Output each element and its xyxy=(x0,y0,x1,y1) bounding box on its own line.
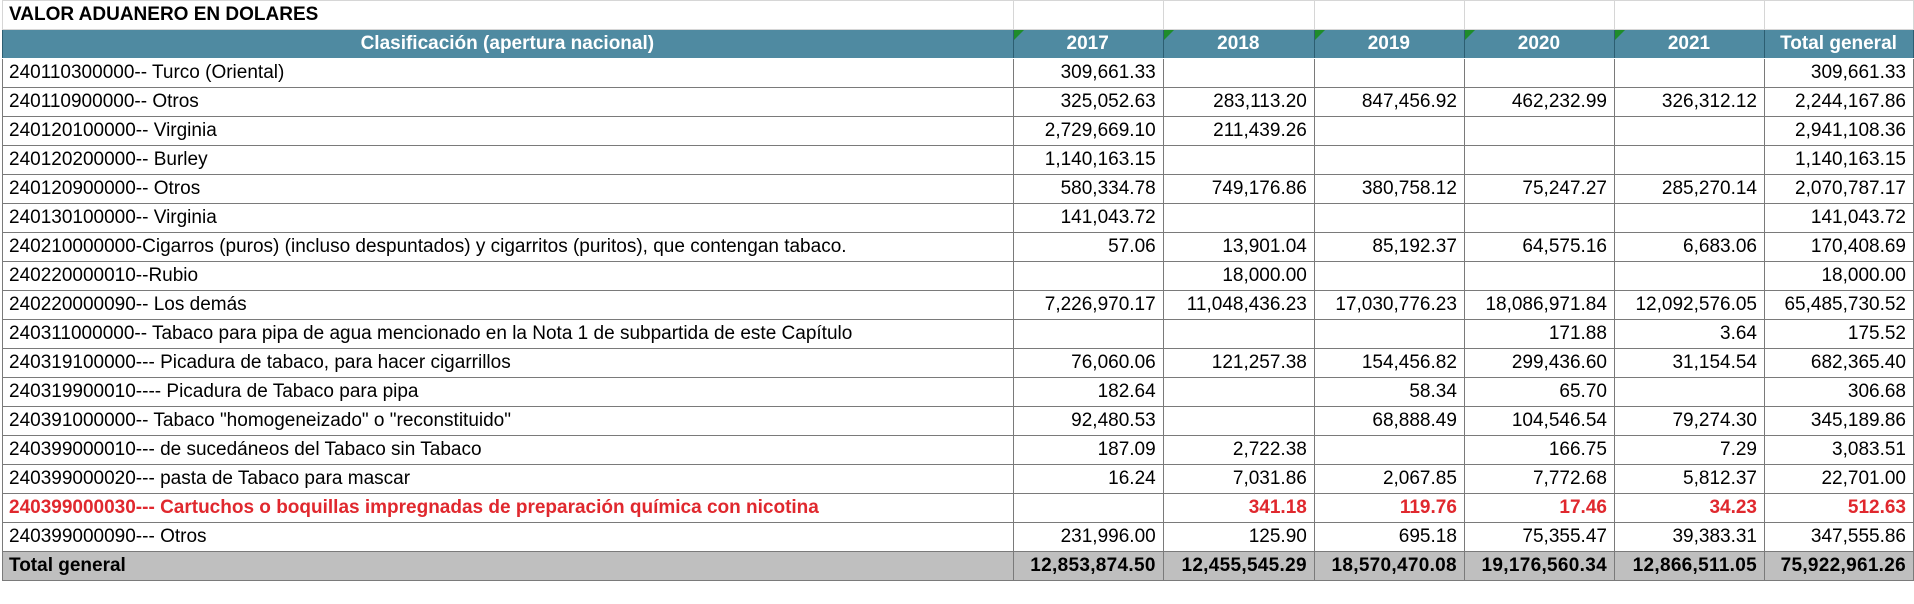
value-cell-2019[interactable] xyxy=(1314,59,1464,88)
value-cell-2018[interactable]: 11,048,436.23 xyxy=(1163,291,1314,320)
value-cell-2017[interactable] xyxy=(1013,262,1163,291)
row-label-cell[interactable]: 240399000090--- Otros xyxy=(3,523,1014,552)
value-cell-2020[interactable]: 166.75 xyxy=(1464,436,1614,465)
value-cell-2018[interactable] xyxy=(1163,204,1314,233)
header-year-2017[interactable]: 2017 xyxy=(1013,30,1163,59)
title-row xyxy=(3,1,1914,30)
table-row xyxy=(3,204,1914,233)
value-cell-2017[interactable]: 187.09 xyxy=(1013,436,1163,465)
value-cell-2017[interactable]: 231,996.00 xyxy=(1013,523,1163,552)
value-cell-2018[interactable] xyxy=(1163,407,1314,436)
row-total-cell[interactable]: 175.52 xyxy=(1765,320,1914,349)
grand-total-cell-2019[interactable]: 18,570,470.08 xyxy=(1314,552,1464,581)
blank-cell[interactable] xyxy=(1765,1,1914,30)
grand-total-cell-2021[interactable]: 12,866,511.05 xyxy=(1614,552,1764,581)
value-cell-2019[interactable]: 847,456.92 xyxy=(1314,88,1464,117)
value-cell-2018[interactable] xyxy=(1163,320,1314,349)
row-total-cell[interactable]: 65,485,730.52 xyxy=(1765,291,1914,320)
value-cell-2017[interactable]: 1,140,163.15 xyxy=(1013,146,1163,175)
blank-cell[interactable] xyxy=(1614,1,1764,30)
row-label-cell[interactable]: 240120100000-- Virginia xyxy=(3,117,1014,146)
value-cell-2018[interactable]: 341.18 xyxy=(1163,494,1314,523)
table-row xyxy=(3,465,1914,494)
row-label-cell[interactable]: 240120900000-- Otros xyxy=(3,175,1014,204)
value-cell-2019[interactable]: 154,456.82 xyxy=(1314,349,1464,378)
value-cell-2020[interactable] xyxy=(1464,59,1614,88)
value-cell-2021[interactable]: 39,383.31 xyxy=(1614,523,1764,552)
row-label-cell[interactable]: 240220000010--Rubio xyxy=(3,262,1014,291)
value-cell-2019[interactable]: 58.34 xyxy=(1314,378,1464,407)
value-cell-2021[interactable] xyxy=(1614,59,1764,88)
table-row xyxy=(3,59,1914,88)
value-cell-2017[interactable]: 141,043.72 xyxy=(1013,204,1163,233)
row-label-cell[interactable]: 240130100000-- Virginia xyxy=(3,204,1014,233)
header-year-2019[interactable]: 2019 xyxy=(1314,30,1464,59)
row-total-cell[interactable]: 347,555.86 xyxy=(1765,523,1914,552)
value-cell-2021[interactable] xyxy=(1614,262,1764,291)
value-cell-2019[interactable]: 2,067.85 xyxy=(1314,465,1464,494)
sheet-title[interactable]: VALOR ADUANERO EN DOLARES xyxy=(3,1,1014,30)
row-label-cell[interactable]: 240120200000-- Burley xyxy=(3,146,1014,175)
grand-total-cell-2018[interactable]: 12,455,545.29 xyxy=(1163,552,1314,581)
value-cell-2018[interactable]: 7,031.86 xyxy=(1163,465,1314,494)
table-row xyxy=(3,117,1914,146)
value-cell-2018[interactable]: 749,176.86 xyxy=(1163,175,1314,204)
header-year-2021[interactable]: 2021 xyxy=(1614,30,1764,59)
value-cell-2021[interactable]: 7.29 xyxy=(1614,436,1764,465)
table-row xyxy=(3,523,1914,552)
value-cell-2018[interactable] xyxy=(1163,378,1314,407)
value-cell-2020[interactable] xyxy=(1464,204,1614,233)
value-cell-2020[interactable] xyxy=(1464,262,1614,291)
grand-total-cell-2017[interactable]: 12,853,874.50 xyxy=(1013,552,1163,581)
value-cell-2021[interactable]: 6,683.06 xyxy=(1614,233,1764,262)
value-cell-2021[interactable]: 285,270.14 xyxy=(1614,175,1764,204)
row-total-cell[interactable]: 141,043.72 xyxy=(1765,204,1914,233)
value-cell-2021[interactable]: 12,092,576.05 xyxy=(1614,291,1764,320)
blank-cell[interactable] xyxy=(1163,1,1314,30)
value-cell-2021[interactable] xyxy=(1614,146,1764,175)
table-row xyxy=(3,88,1914,117)
grand-total-overall[interactable]: 75,922,961.26 xyxy=(1765,552,1914,581)
row-label-cell[interactable]: 240311000000-- Tabaco para pipa de agua mencionado en la Nota 1 de subpartida de este Capítulo xyxy=(3,320,1014,349)
table-row xyxy=(3,291,1914,320)
header-classification[interactable]: Clasificación (apertura nacional) xyxy=(3,30,1014,59)
value-cell-2019[interactable]: 17,030,776.23 xyxy=(1314,291,1464,320)
row-label-cell[interactable]: 240399000020--- pasta de Tabaco para mascar xyxy=(3,465,1014,494)
value-cell-2021[interactable] xyxy=(1614,204,1764,233)
value-cell-2019[interactable] xyxy=(1314,320,1464,349)
table-row xyxy=(3,233,1914,262)
row-label-cell[interactable]: 240220000090-- Los demás xyxy=(3,291,1014,320)
row-total-cell[interactable]: 18,000.00 xyxy=(1765,262,1914,291)
value-cell-2017[interactable]: 92,480.53 xyxy=(1013,407,1163,436)
row-label-cell[interactable]: 240391000000-- Tabaco "homogeneizado" o "reconstituido" xyxy=(3,407,1014,436)
value-cell-2021[interactable] xyxy=(1614,117,1764,146)
header-year-2020[interactable]: 2020 xyxy=(1464,30,1614,59)
value-cell-2020[interactable]: 65.70 xyxy=(1464,378,1614,407)
grand-total-row xyxy=(3,552,1914,581)
value-cell-2018[interactable]: 211,439.26 xyxy=(1163,117,1314,146)
value-cell-2021[interactable]: 79,274.30 xyxy=(1614,407,1764,436)
table-row xyxy=(3,436,1914,465)
table-row xyxy=(3,407,1914,436)
value-cell-2021[interactable]: 5,812.37 xyxy=(1614,465,1764,494)
value-cell-2018[interactable]: 121,257.38 xyxy=(1163,349,1314,378)
value-cell-2021[interactable]: 3.64 xyxy=(1614,320,1764,349)
blank-cell[interactable] xyxy=(1013,1,1163,30)
value-cell-2021[interactable]: 31,154.54 xyxy=(1614,349,1764,378)
table-row xyxy=(3,349,1914,378)
row-label-cell[interactable]: 240319900010---- Picadura de Tabaco para pipa xyxy=(3,378,1014,407)
row-total-cell[interactable]: 306.68 xyxy=(1765,378,1914,407)
grand-total-cell-2020[interactable]: 19,176,560.34 xyxy=(1464,552,1614,581)
value-cell-2020[interactable]: 7,772.68 xyxy=(1464,465,1614,494)
value-cell-2019[interactable] xyxy=(1314,436,1464,465)
value-cell-2020[interactable]: 299,436.60 xyxy=(1464,349,1614,378)
value-cell-2017[interactable]: 16.24 xyxy=(1013,465,1163,494)
value-cell-2019[interactable]: 85,192.37 xyxy=(1314,233,1464,262)
value-cell-2018[interactable]: 125.90 xyxy=(1163,523,1314,552)
blank-cell[interactable] xyxy=(1464,1,1614,30)
value-cell-2019[interactable] xyxy=(1314,262,1464,291)
value-cell-2017[interactable]: 182.64 xyxy=(1013,378,1163,407)
table-row-highlighted xyxy=(3,494,1914,523)
value-cell-2018[interactable]: 2,722.38 xyxy=(1163,436,1314,465)
row-label-cell[interactable]: 240399000030--- Cartuchos o boquillas impregnadas de preparación química con nicotina xyxy=(3,494,1014,523)
customs-value-table xyxy=(2,0,1914,581)
grand-total-label[interactable]: Total general xyxy=(3,552,1014,581)
row-total-cell[interactable]: 345,189.86 xyxy=(1765,407,1914,436)
value-cell-2019[interactable]: 119.76 xyxy=(1314,494,1464,523)
value-cell-2020[interactable]: 64,575.16 xyxy=(1464,233,1614,262)
value-cell-2020[interactable]: 171.88 xyxy=(1464,320,1614,349)
value-cell-2017[interactable]: 7,226,970.17 xyxy=(1013,291,1163,320)
value-cell-2019[interactable] xyxy=(1314,204,1464,233)
table-row xyxy=(3,262,1914,291)
value-cell-2020[interactable]: 17.46 xyxy=(1464,494,1614,523)
row-total-cell[interactable]: 512.63 xyxy=(1765,494,1914,523)
value-cell-2018[interactable]: 283,113.20 xyxy=(1163,88,1314,117)
value-cell-2021[interactable] xyxy=(1614,378,1764,407)
value-cell-2017[interactable] xyxy=(1013,320,1163,349)
value-cell-2021[interactable]: 34.23 xyxy=(1614,494,1764,523)
table-row xyxy=(3,175,1914,204)
row-total-cell[interactable]: 22,701.00 xyxy=(1765,465,1914,494)
value-cell-2017[interactable]: 2,729,669.10 xyxy=(1013,117,1163,146)
value-cell-2020[interactable]: 104,546.54 xyxy=(1464,407,1614,436)
value-cell-2019[interactable]: 695.18 xyxy=(1314,523,1464,552)
row-label-cell[interactable]: 240110300000-- Turco (Oriental) xyxy=(3,59,1014,88)
row-total-cell[interactable]: 1,140,163.15 xyxy=(1765,146,1914,175)
row-total-cell[interactable]: 2,070,787.17 xyxy=(1765,175,1914,204)
header-year-2018[interactable]: 2018 xyxy=(1163,30,1314,59)
row-total-cell[interactable]: 309,661.33 xyxy=(1765,59,1914,88)
row-label-cell[interactable]: 240399000010--- de sucedáneos del Tabaco sin Tabaco xyxy=(3,436,1014,465)
row-total-cell[interactable]: 2,244,167.86 xyxy=(1765,88,1914,117)
header-row xyxy=(3,30,1914,59)
row-label-cell[interactable]: 240110900000-- Otros xyxy=(3,88,1014,117)
value-cell-2017[interactable]: 309,661.33 xyxy=(1013,59,1163,88)
header-total-general[interactable]: Total general xyxy=(1765,30,1914,59)
row-label-cell[interactable]: 240210000000-Cigarros (puros) (incluso despuntados) y cigarritos (puritos), que contengan tabaco. xyxy=(3,233,1014,262)
value-cell-2020[interactable]: 75,355.47 xyxy=(1464,523,1614,552)
value-cell-2020[interactable]: 462,232.99 xyxy=(1464,88,1614,117)
table-row xyxy=(3,378,1914,407)
value-cell-2020[interactable] xyxy=(1464,117,1614,146)
table-row xyxy=(3,320,1914,349)
value-cell-2018[interactable]: 13,901.04 xyxy=(1163,233,1314,262)
row-total-cell[interactable]: 3,083.51 xyxy=(1765,436,1914,465)
row-total-cell[interactable]: 2,941,108.36 xyxy=(1765,117,1914,146)
row-total-cell[interactable]: 682,365.40 xyxy=(1765,349,1914,378)
value-cell-2017[interactable] xyxy=(1013,494,1163,523)
table-row xyxy=(3,146,1914,175)
value-cell-2017[interactable]: 325,052.63 xyxy=(1013,88,1163,117)
value-cell-2018[interactable] xyxy=(1163,146,1314,175)
value-cell-2019[interactable]: 68,888.49 xyxy=(1314,407,1464,436)
value-cell-2019[interactable] xyxy=(1314,146,1464,175)
value-cell-2020[interactable]: 75,247.27 xyxy=(1464,175,1614,204)
value-cell-2020[interactable]: 18,086,971.84 xyxy=(1464,291,1614,320)
value-cell-2018[interactable]: 18,000.00 xyxy=(1163,262,1314,291)
value-cell-2020[interactable] xyxy=(1464,146,1614,175)
value-cell-2019[interactable]: 380,758.12 xyxy=(1314,175,1464,204)
value-cell-2019[interactable] xyxy=(1314,117,1464,146)
value-cell-2018[interactable] xyxy=(1163,59,1314,88)
row-label-cell[interactable]: 240319100000--- Picadura de tabaco, para hacer cigarrillos xyxy=(3,349,1014,378)
value-cell-2017[interactable]: 57.06 xyxy=(1013,233,1163,262)
value-cell-2017[interactable]: 76,060.06 xyxy=(1013,349,1163,378)
value-cell-2021[interactable]: 326,312.12 xyxy=(1614,88,1764,117)
value-cell-2017[interactable]: 580,334.78 xyxy=(1013,175,1163,204)
blank-cell[interactable] xyxy=(1314,1,1464,30)
row-total-cell[interactable]: 170,408.69 xyxy=(1765,233,1914,262)
